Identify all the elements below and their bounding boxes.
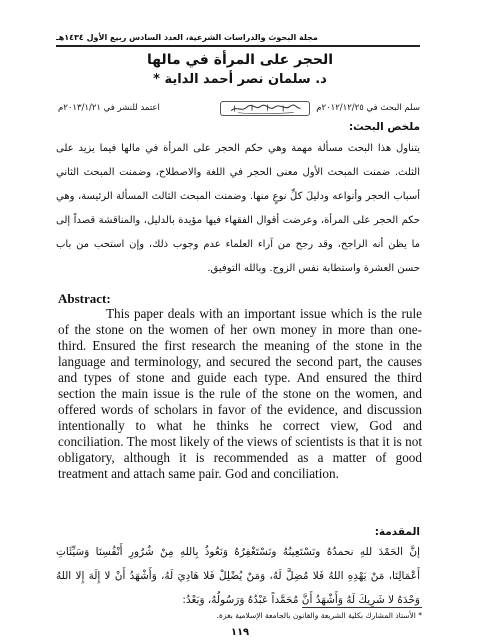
article-title: الحجر على المرأة في مالها <box>146 52 334 68</box>
header-rule <box>56 45 420 47</box>
article-author: د. سلمان نصر أحمد الداية * <box>153 72 327 87</box>
english-abstract-heading: Abstract: <box>58 291 111 306</box>
arabic-abstract-body: يتناول هذا البحث مسألة مهمة وهي حكم الحجر على المرأة في مالها فيما يزيد على الثلث. ضمنت المبحث الأول معنى الحجر في اللغة والاصطلاح، وضمنت المبحث الثاني أسباب الحجر وأنواعه ودليلَ كلِّ نوعٍ منها. وضمنت المبحث الثالث المسألة الرئيسة، وهي حكم الحجر على المرأة، وعرضت أقوال الفقهاء فيها مؤيدة بالدليل، والمناقشة قصداً إلى ما يظن أنه الراجح، وقد رجح من آراء العلماء عدم وجوب ذلك، وإن استحب من باب حسن العشرة واستطابة نفس الزوج. وبالله التوفيق. <box>56 143 420 274</box>
submission-dates <box>58 101 420 117</box>
received-date: سلم البحث في ٢٠١٢/١٢/٢٥م <box>316 103 420 113</box>
introduction-body: إنَّ الحَمْدَ للهِ نحمدُهُ ونَسْتَعِينُهُ ونَسْتَغْفِرُهُ وَنَعُوذُ بِاللهِ مِنْ شُرُورِ أَنْفُسِنَا وَسَيِّئَاتِ أَعْمَالِنَا، مَنْ يَهْدِهِ اللهُ فَلا مُضِلَّ لَهُ، وَمَنْ يُضْلِلْ فَلا هَادِيَ لَهُ، وَأَشْهَدُ أَنْ لا إِلَهَ إِلا اللهُ وَحْدَهُ لا شَرِيكَ لَهُ وَأَشْهَدُ أَنَّ مُحَمَّداً عَبْدُهُ وَرَسُولُهُ، وَبَعْدُ: <box>56 546 420 606</box>
footnote-rule <box>302 607 422 608</box>
arabic-abstract-heading: ملخص البحث: <box>348 121 420 133</box>
author-affiliation-footnote: * الأستاذ المشارك بكلية الشريعة والقانون بالجامعة الإسلامية بغزة. <box>216 611 422 620</box>
introduction-heading: المقدمة: <box>374 526 420 538</box>
english-abstract-body: This paper deals with an important issue which is the rule of the stone on the women of her own money in more than one-third. Ensured the first research the meaning of the stone in the language and terminology, and secured the second part, the causes and types of stone and guide each type. And ensured the third section the main issue is the rule of the stone on the women, and offered words of scholars in favor of the evidence, and discussion intentionally to what he thinks he correct view, God and conciliation. The most likely of the views of scientists is that it is not obligatory, although it is recommended as a matter of good treatment and attach same pair. God and conciliation. <box>58 306 422 481</box>
journal-header: مجلة البحوث والدراسات الشرعية، العدد السادس ربيع الأول ١٤٣٤هـ <box>56 33 318 42</box>
page-number: ١١٩ <box>230 627 250 638</box>
accepted-date: اعتمد للنشر في ٢٠١٣/١/٢١م <box>58 103 160 113</box>
calligraphy-icon <box>221 102 309 115</box>
bismillah-calligraphy <box>220 101 310 116</box>
